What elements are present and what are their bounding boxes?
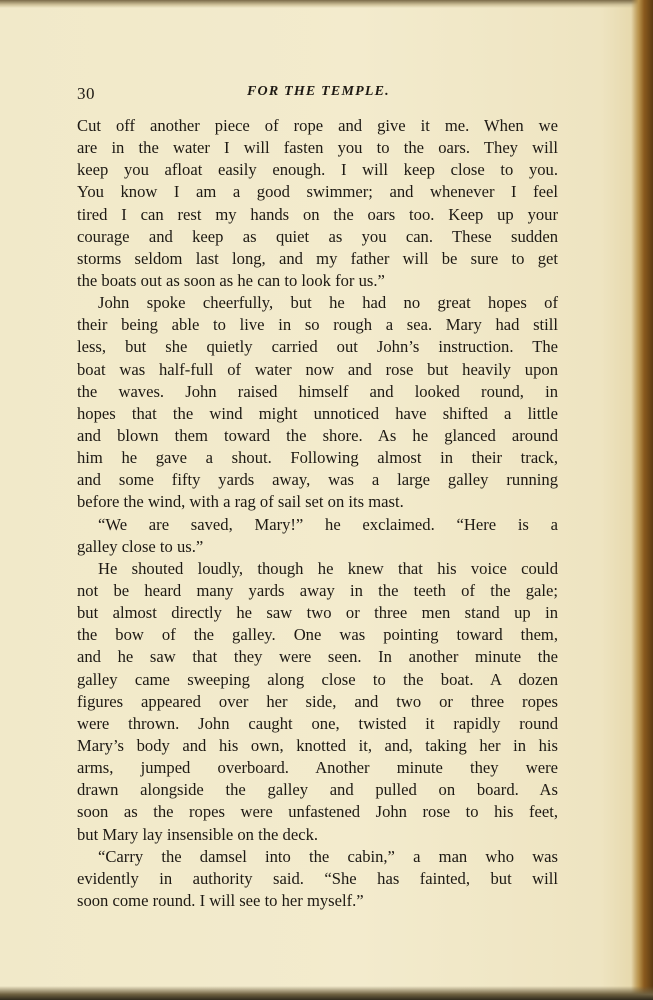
text-line: and he saw that they were seen. In another minute the — [77, 647, 558, 667]
text-line: soon as the ropes were unfastened John rose to his feet, — [77, 802, 558, 822]
text-line: drawn alongside the galley and pulled on board. As — [77, 780, 558, 800]
page-bottom-edge — [0, 986, 653, 1000]
text-line: less, but she quietly carried out John’s instruction. The — [77, 337, 558, 357]
text-line: galley came sweeping along close to the boat. A dozen — [77, 669, 558, 689]
text-line: keep you afloat easily enough. I will keep close to you. — [77, 160, 558, 180]
text-line: courage and keep as quiet as you can. These sudden — [77, 226, 558, 246]
text-line: He shouted loudly, though he knew that his voice could — [98, 558, 558, 578]
text-line: him he gave a shout. Following almost in their track, — [77, 448, 558, 468]
body-text — [77, 115, 558, 912]
running-title: FOR THE TEMPLE. — [247, 84, 390, 99]
text-line: not be heard many yards away in the teeth of the gale; — [77, 580, 558, 600]
text-line: were thrown. John caught one, twisted it rapidly round — [77, 713, 558, 733]
text-line: You know I am a good swimmer; and whenever I feel — [77, 182, 558, 202]
book-spine-edge — [631, 0, 653, 1000]
text-line: galley close to us.” — [77, 536, 204, 556]
text-line: figures appeared over her side, and two or three ropes — [77, 691, 558, 711]
text-line: hopes that the wind might unnoticed have shifted a little — [77, 403, 558, 423]
text-line: but almost directly he saw two or three men stand up in — [77, 603, 558, 623]
text-line: the bow of the galley. One was pointing toward them, — [77, 625, 558, 645]
page-top-edge — [0, 0, 653, 8]
text-line: before the wind, with a rag of sail set on its mast. — [77, 492, 404, 512]
text-line: Mary’s body and his own, knotted it, and, taking her in his — [77, 735, 558, 755]
text-line: but Mary lay insensible on the deck. — [77, 824, 319, 844]
text-line: tired I can rest my hands on the oars too. Keep up your — [77, 204, 558, 224]
text-line: storms seldom last long, and my father will be sure to get — [77, 248, 558, 268]
text-line: evidently in authority said. “She has fainted, but will — [77, 868, 558, 888]
text-line: soon come round. I will see to her myself.” — [77, 890, 364, 910]
text-line: Cut off another piece of rope and give it me. When we — [77, 116, 558, 135]
text-line: “Carry the damsel into the cabin,” a man who was — [98, 846, 558, 866]
text-line: the boats out as soon as he can to look for us.” — [77, 270, 385, 290]
text-line: their being able to live in so rough a sea. Mary had still — [77, 315, 558, 335]
text-line: and blown them toward the shore. As he glanced around — [77, 425, 558, 445]
text-line: are in the water I will fasten you to the oars. They will — [77, 138, 558, 158]
text-line: arms, jumped overboard. Another minute they were — [77, 758, 558, 778]
text-line: the waves. John raised himself and looked round, in — [77, 381, 558, 401]
text-line: and some fifty yards away, was a large galley running — [77, 470, 558, 490]
text-line: John spoke cheerfully, but he had no great hopes of — [98, 293, 558, 313]
page-number: 30 — [77, 84, 95, 103]
page-header — [77, 84, 557, 104]
text-line: “We are saved, Mary!” he exclaimed. “Here is a — [98, 514, 558, 534]
text-line: boat was half-full of water now and rose but heavily upon — [77, 359, 558, 379]
